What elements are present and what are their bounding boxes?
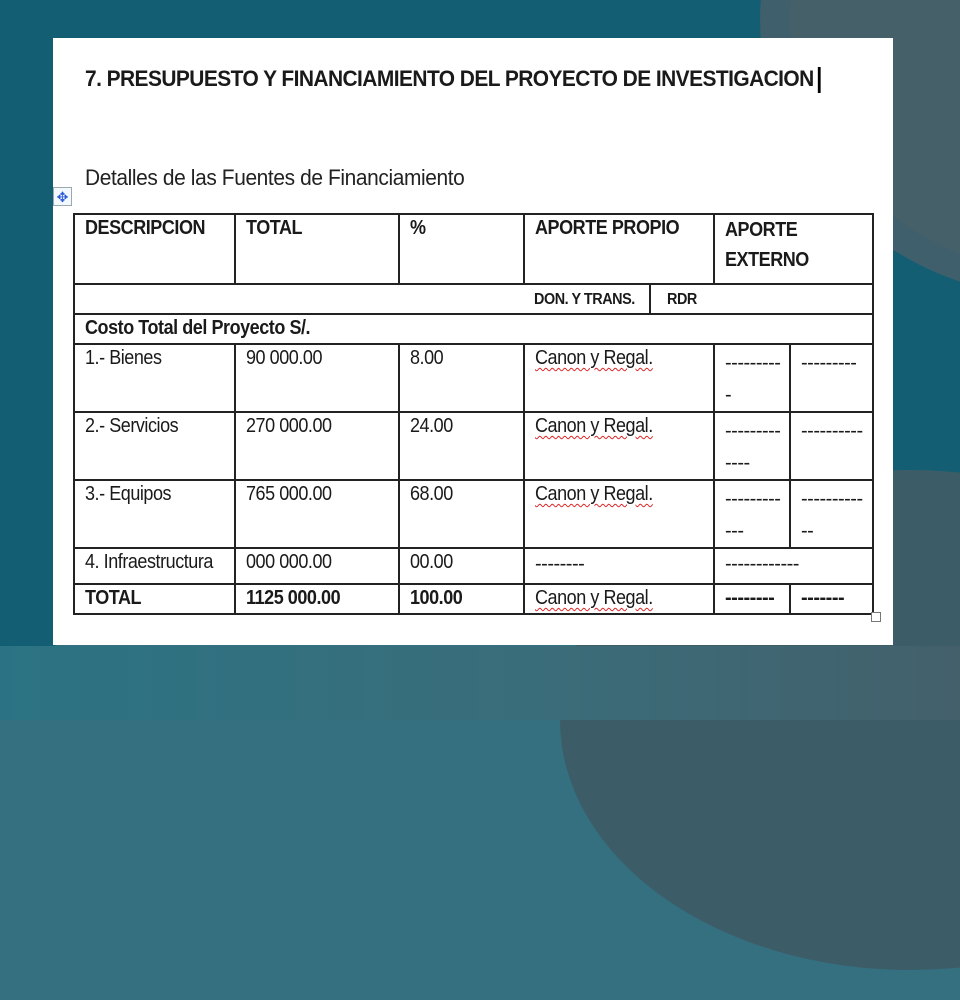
- cell-aporte-propio: [524, 480, 714, 548]
- cell-percent-text: 8.00: [410, 347, 444, 369]
- cell-aporte-propio-text: Canon y Regal.: [535, 347, 653, 369]
- subheader-don-y-trans: [524, 284, 650, 314]
- cell-externo-b: [790, 344, 873, 412]
- cell-total-text: 90 000.00: [246, 347, 323, 369]
- header-descripcion-text: DESCRIPCION: [85, 217, 206, 239]
- subheader-don-y-trans-text: DON. Y TRANS.: [534, 291, 635, 308]
- subheader-rdr-text: RDR: [667, 291, 697, 308]
- cell-descripcion: [74, 344, 235, 412]
- cell-descripcion-text: 4. Infraestructura: [85, 551, 213, 573]
- cell-externo-merged-text: ------------: [725, 553, 799, 575]
- cell-descripcion-text: 1.- Bienes: [85, 347, 162, 369]
- section-label: [74, 314, 873, 344]
- cell-descripcion-text: 2.- Servicios: [85, 415, 179, 437]
- total-total-text: 1125 000.00: [246, 587, 341, 609]
- budget-table: [73, 213, 874, 615]
- cell-total: [235, 548, 399, 584]
- cell-externo-a-text: -------------: [725, 420, 781, 474]
- subheader-empty: [74, 284, 524, 314]
- cell-descripcion: [74, 548, 235, 584]
- section-row: [74, 314, 873, 344]
- cell-aporte-propio-text: Canon y Regal.: [535, 483, 653, 505]
- document-title-text: 7. PRESUPUESTO Y FINANCIAMIENTO DEL PROYECTO DE INVESTIGACION: [85, 66, 814, 91]
- cell-externo-b-text: ---------: [801, 352, 857, 374]
- cell-externo-b-text: ----------: [801, 420, 863, 442]
- cell-total: [235, 412, 399, 480]
- document-title: [85, 66, 820, 93]
- section-label-text: Costo Total del Proyecto S/.: [85, 317, 311, 339]
- total-descripcion: [74, 584, 235, 614]
- cell-percent-text: 68.00: [410, 483, 453, 505]
- total-descripcion-text: TOTAL: [85, 587, 142, 609]
- cell-total: [235, 480, 399, 548]
- cell-descripcion-text: 3.- Equipos: [85, 483, 172, 505]
- cell-percent: [399, 412, 524, 480]
- document-subtitle: Detalles de las Fuentes de Financiamiento: [85, 165, 465, 190]
- cell-aporte-propio: [524, 344, 714, 412]
- total-percent-text: 100.00: [410, 587, 463, 609]
- cell-percent: [399, 480, 524, 548]
- background-band: [0, 646, 960, 720]
- header-total: [235, 214, 399, 284]
- total-percent: [399, 584, 524, 614]
- cell-externo-b-text: ------------: [801, 488, 863, 542]
- cell-percent: [399, 344, 524, 412]
- cell-aporte-propio-text: Canon y Regal.: [535, 415, 653, 437]
- text-cursor: [817, 67, 820, 93]
- cell-total-text: 000 000.00: [246, 551, 332, 573]
- total-total: [235, 584, 399, 614]
- table-header-row: [74, 214, 873, 284]
- cell-externo-a: [714, 480, 790, 548]
- cell-total-text: 765 000.00: [246, 483, 332, 505]
- cell-descripcion: [74, 412, 235, 480]
- total-externo-b-text: -------: [801, 587, 845, 609]
- total-aporte-propio: [524, 584, 714, 614]
- table-row: [74, 480, 873, 548]
- table-move-handle-icon[interactable]: ✥: [53, 187, 72, 206]
- cell-total-text: 270 000.00: [246, 415, 332, 437]
- header-percent: [399, 214, 524, 284]
- cell-externo-a-text: ----------: [725, 352, 781, 406]
- table-resize-handle[interactable]: [871, 612, 881, 622]
- document-page: [53, 38, 893, 645]
- cell-externo-a: [714, 344, 790, 412]
- header-aporte-externo: [714, 214, 873, 284]
- cell-aporte-propio: [524, 548, 714, 584]
- header-total-text: TOTAL: [246, 217, 303, 239]
- cell-total: [235, 344, 399, 412]
- cell-percent: [399, 548, 524, 584]
- cell-externo-merged: [714, 548, 873, 584]
- cell-descripcion: [74, 480, 235, 548]
- cell-aporte-propio-text: --------: [535, 553, 585, 575]
- total-externo-a-text: --------: [725, 587, 775, 609]
- header-percent-text: %: [410, 217, 426, 239]
- table-row: [74, 412, 873, 480]
- total-aporte-propio-text: Canon y Regal.: [535, 587, 653, 609]
- table-subheader-row: [74, 284, 873, 314]
- total-externo-b: [790, 584, 873, 614]
- cell-externo-b: [790, 412, 873, 480]
- cell-aporte-propio: [524, 412, 714, 480]
- cell-externo-a: [714, 412, 790, 480]
- header-aporte-propio-text: APORTE PROPIO: [535, 217, 680, 239]
- header-aporte-propio: [524, 214, 714, 284]
- table-row: [74, 548, 873, 584]
- cell-percent-text: 24.00: [410, 415, 453, 437]
- total-externo-a: [714, 584, 790, 614]
- cell-externo-a-text: ------------: [725, 488, 781, 542]
- header-aporte-externo-text: APORTE EXTERNO: [725, 219, 809, 271]
- cell-percent-text: 00.00: [410, 551, 453, 573]
- subheader-rdr: [650, 284, 873, 314]
- cell-externo-b: [790, 480, 873, 548]
- header-descripcion: [74, 214, 235, 284]
- table-row: [74, 344, 873, 412]
- table-total-row: [74, 584, 873, 614]
